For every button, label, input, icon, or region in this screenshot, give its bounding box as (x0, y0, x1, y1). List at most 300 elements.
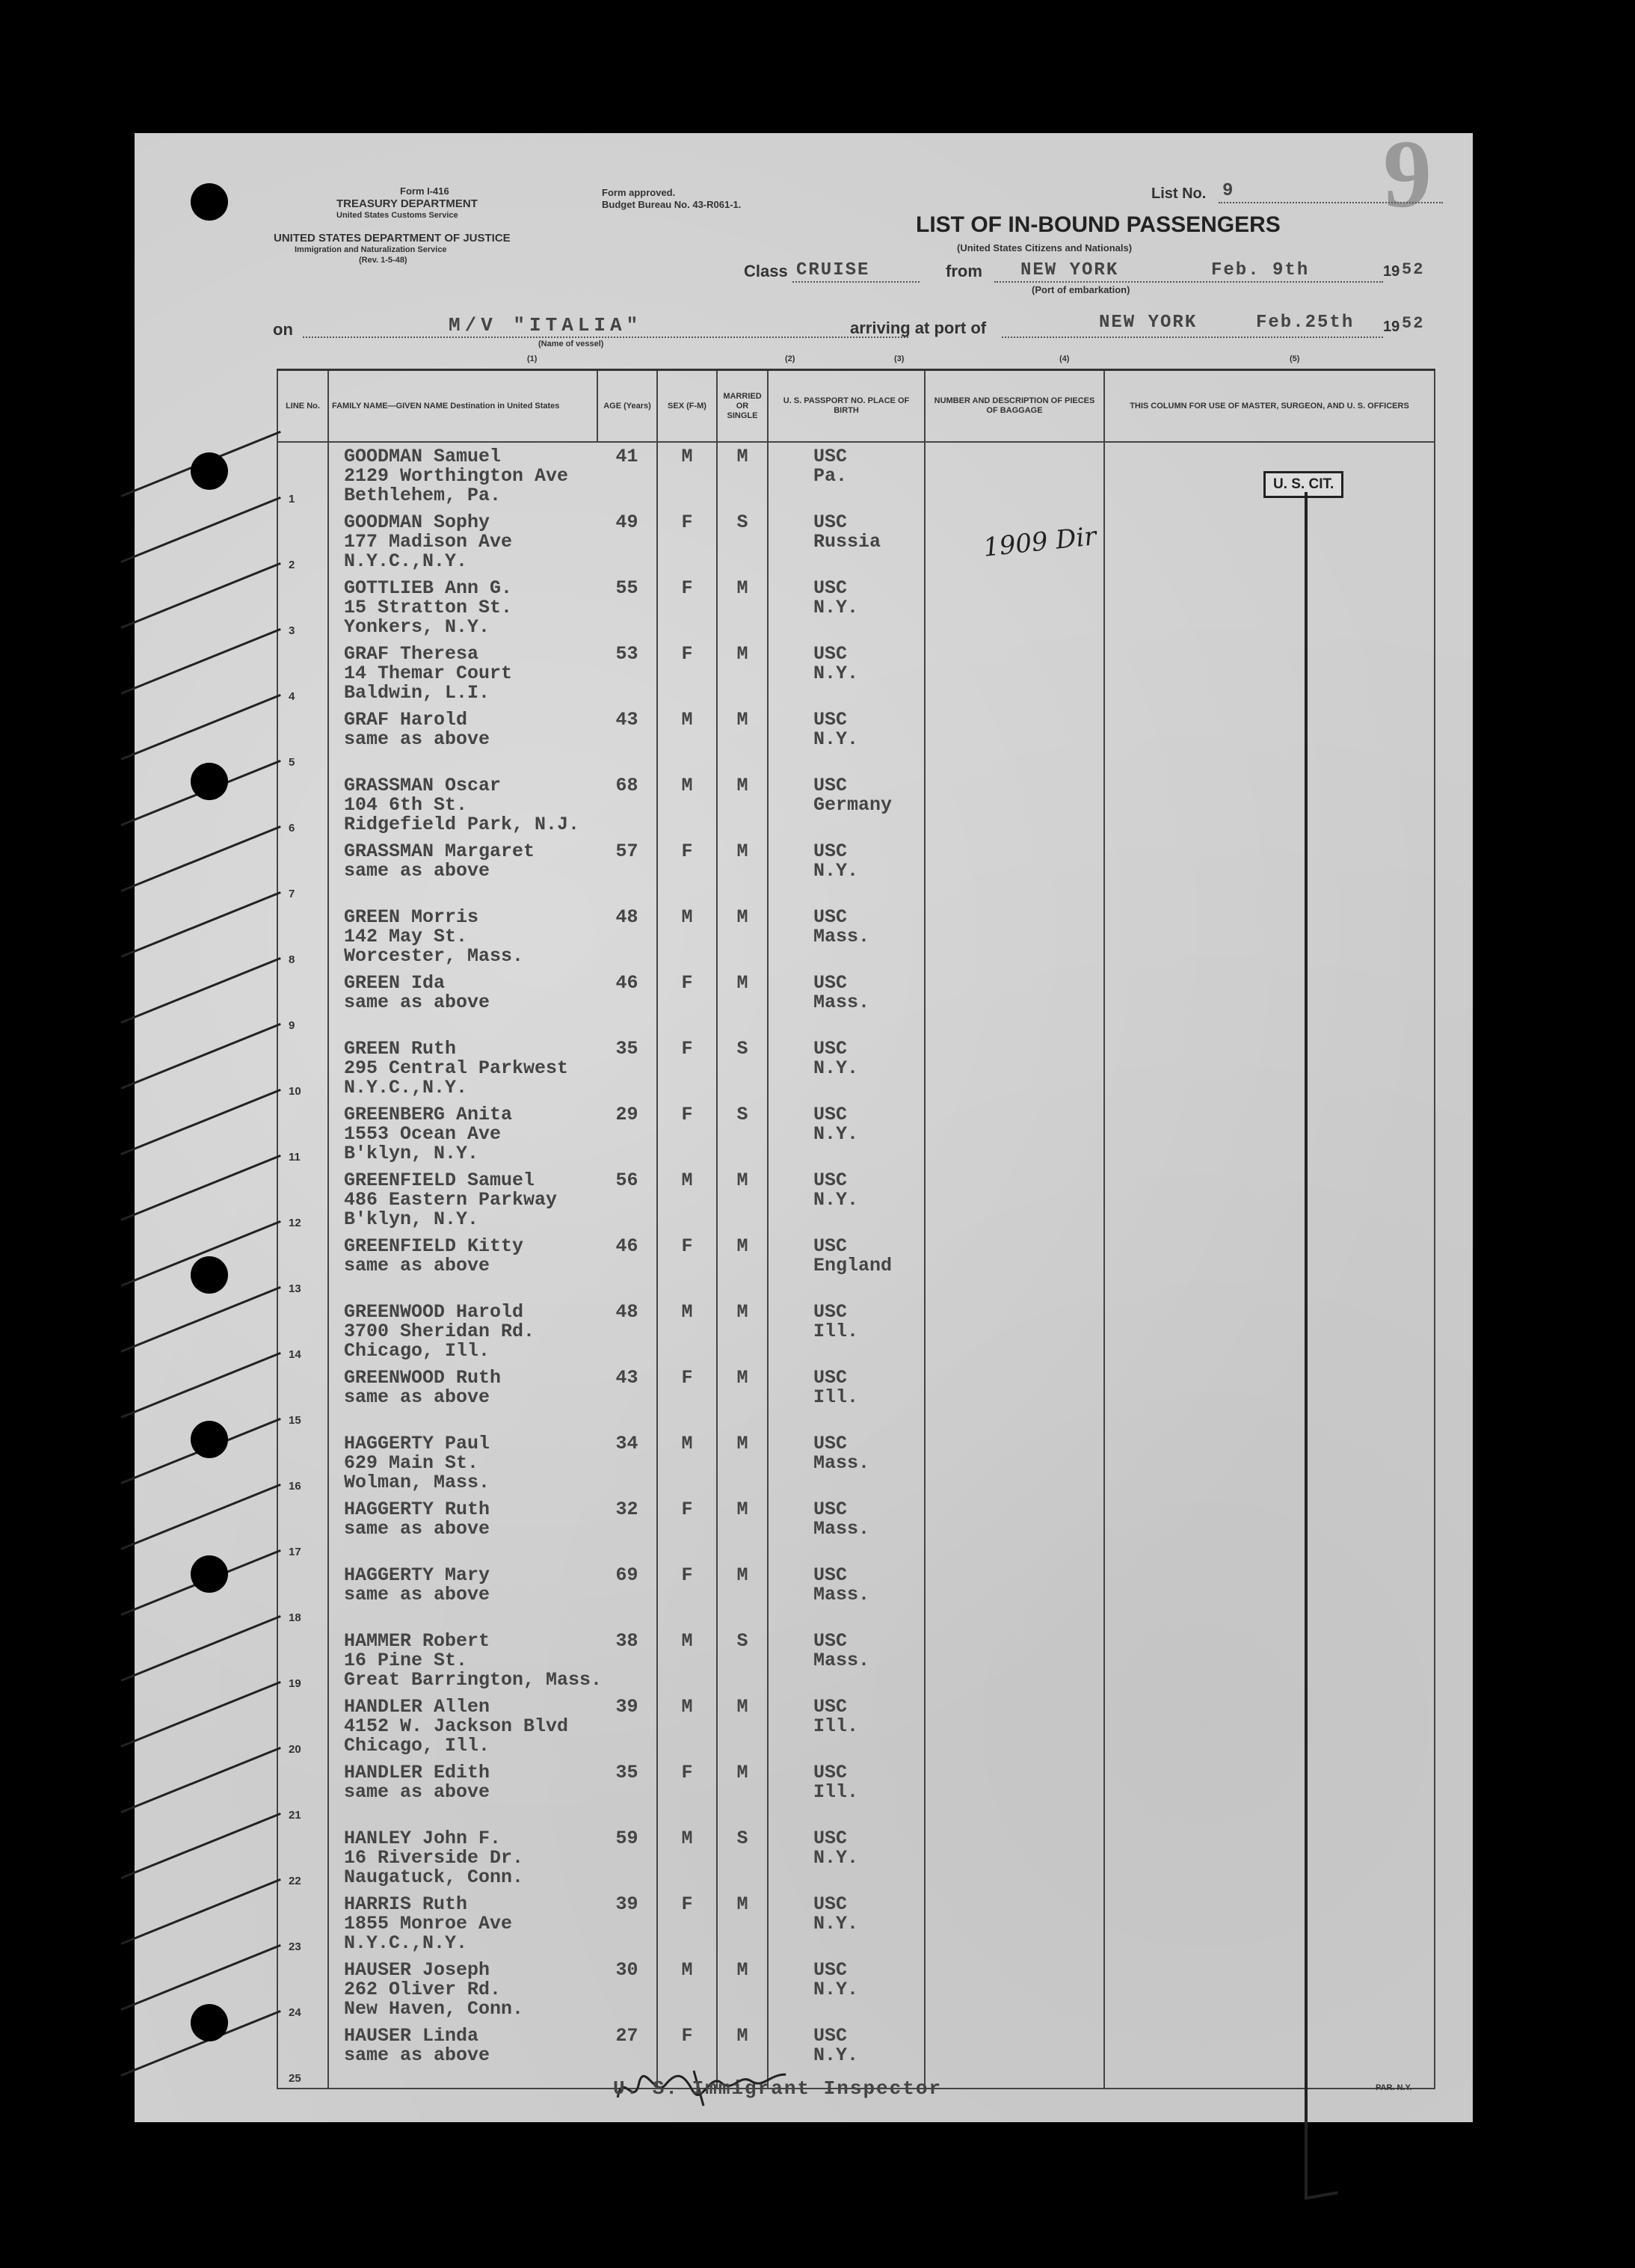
line-number: 13 (289, 1282, 301, 1295)
sex-cell (657, 969, 717, 1035)
passport-cell (768, 1693, 925, 1759)
table-row (277, 1101, 1435, 1167)
col-num-3: (3) (894, 354, 905, 363)
table-row (277, 442, 1435, 508)
name-cell (328, 838, 597, 903)
passenger-name: HAGGERTY Ruth (344, 1499, 490, 1520)
baggage-cell (925, 903, 1104, 969)
passenger-city: Wolman, Mass. (344, 1472, 490, 1493)
baggage-cell (925, 1232, 1104, 1298)
sex-cell (657, 574, 717, 640)
line-cell (277, 1561, 328, 1627)
passenger-marital: M (736, 643, 748, 665)
age-cell (597, 1890, 657, 1956)
passport-status: USC (813, 1301, 848, 1323)
passenger-city: same as above (344, 1386, 490, 1408)
passport-cell (768, 772, 925, 838)
marital-cell (717, 1825, 768, 1890)
from-year: 52 (1402, 260, 1425, 279)
line-number: 4 (289, 690, 295, 703)
line-number: 17 (289, 1546, 301, 1558)
corner-number: 9 (1383, 120, 1432, 228)
age-cell (597, 1825, 657, 1890)
table-row (277, 1627, 1435, 1693)
table-row (277, 508, 1435, 574)
arriving-label: arriving at port of (850, 319, 987, 337)
place-of-birth: Ill. (813, 1781, 859, 1803)
name-cell (328, 1627, 603, 1693)
passenger-age: 34 (615, 1433, 638, 1454)
place-of-birth: Ill. (813, 1321, 859, 1342)
place-of-birth: Mass. (813, 1584, 870, 1605)
name-cell (328, 1167, 597, 1232)
passenger-sex: M (681, 709, 693, 731)
passport-status: USC (813, 1433, 848, 1454)
baggage-cell (925, 1101, 1104, 1167)
place-of-birth: N.Y. (813, 1913, 859, 1934)
binder-hole (191, 2004, 228, 2041)
marital-cell (717, 969, 768, 1035)
line-cell (277, 1627, 328, 1693)
passenger-marital: M (736, 1433, 748, 1454)
passenger-sex: M (681, 446, 693, 467)
passenger-address: 16 Riverside Dr. (344, 1847, 524, 1869)
sex-cell (657, 508, 717, 574)
baggage-cell (925, 1035, 1104, 1101)
passenger-city: same as above (344, 860, 490, 882)
sex-cell (657, 706, 717, 772)
table-row (277, 969, 1435, 1035)
place-of-birth: Pa. (813, 465, 848, 487)
passenger-name: GREENBERG Anita (344, 1104, 513, 1125)
printer-mark: PAR. N.Y. (1376, 2083, 1412, 2092)
marital-cell (717, 508, 768, 574)
marital-cell (717, 1890, 768, 1956)
passenger-age: 39 (615, 1696, 638, 1718)
table-row (277, 772, 1435, 838)
passport-cell (768, 1364, 925, 1430)
officers-cell (1104, 1298, 1435, 1364)
name-cell (328, 772, 597, 838)
marital-cell (717, 1035, 768, 1101)
sex-cell (657, 1232, 717, 1298)
passport-status: USC (813, 1367, 848, 1389)
marital-cell (717, 1627, 768, 1693)
check-slash (120, 1023, 280, 1090)
ins-service: Immigration and Naturalization Service (295, 245, 447, 254)
passenger-marital: S (736, 1630, 748, 1652)
inspector-label: U. S. Immigrant Inspector (613, 2077, 943, 2100)
name-cell (328, 640, 597, 706)
baggage-cell (925, 838, 1104, 903)
age-cell (597, 640, 657, 706)
age-cell (597, 1167, 657, 1232)
passenger-name: GREENWOOD Ruth (344, 1367, 502, 1389)
sex-cell (657, 1759, 717, 1825)
table-row (277, 1693, 1435, 1759)
marital-cell (717, 1167, 768, 1232)
passenger-marital: M (736, 446, 748, 467)
name-cell (328, 1298, 597, 1364)
line-number: 24 (289, 2006, 301, 2019)
passenger-name: GRASSMAN Margaret (344, 840, 535, 862)
place-of-birth: N.Y. (813, 728, 859, 750)
passenger-city: Yonkers, N.Y. (344, 616, 490, 638)
officer-line-foot (1305, 2191, 1338, 2200)
marital-cell (717, 1430, 768, 1496)
col-age: AGE (Years) (597, 370, 657, 443)
sex-cell (657, 772, 717, 838)
passenger-sex: F (681, 1762, 693, 1783)
table-row (277, 1496, 1435, 1561)
passenger-age: 35 (615, 1038, 638, 1060)
name-cell (328, 1430, 597, 1496)
name-cell (328, 1101, 597, 1167)
line-cell (277, 1693, 328, 1759)
form-number: Form I-416 (400, 185, 449, 197)
place-of-birth: N.Y. (813, 2044, 859, 2066)
passenger-marital: M (736, 840, 748, 862)
passenger-sex: M (681, 1630, 693, 1652)
passenger-age: 49 (615, 511, 638, 533)
passport-status: USC (813, 446, 848, 467)
passenger-name: HANDLER Edith (344, 1762, 490, 1783)
marital-cell (717, 574, 768, 640)
name-cell (328, 1561, 597, 1627)
col-baggage: NUMBER AND DESCRIPTION OF PIECES OF BAGGAGE (925, 370, 1104, 443)
passenger-name: GREEN Morris (344, 906, 479, 928)
sex-cell (657, 1561, 717, 1627)
justice-dept: UNITED STATES DEPARTMENT OF JUSTICE (274, 232, 511, 245)
form-title: LIST OF IN-BOUND PASSENGERS (916, 212, 1281, 237)
table-row (277, 1430, 1435, 1496)
officers-cell (1104, 1232, 1435, 1298)
passenger-marital: S (736, 1828, 748, 1849)
name-cell (328, 903, 597, 969)
line-cell (277, 838, 328, 903)
passport-cell (768, 1232, 925, 1298)
passenger-sex: F (681, 577, 693, 599)
sex-cell (657, 1101, 717, 1167)
passport-status: USC (813, 511, 848, 533)
passport-cell (768, 969, 925, 1035)
col-num-4: (4) (1059, 354, 1070, 363)
age-cell (597, 1693, 657, 1759)
vessel-line (303, 336, 908, 338)
sex-cell (657, 1956, 717, 2022)
age-cell (597, 1627, 657, 1693)
passenger-sex: F (681, 1499, 693, 1520)
baggage-cell (925, 706, 1104, 772)
baggage-cell (925, 1430, 1104, 1496)
baggage-cell (925, 1364, 1104, 1430)
passenger-address: 177 Madison Ave (344, 531, 513, 553)
table-row (277, 1759, 1435, 1825)
place-of-birth: Germany (813, 794, 893, 816)
officers-cell (1104, 1561, 1435, 1627)
embark-caption: (Port of embarkation) (1032, 284, 1130, 295)
age-cell (597, 1035, 657, 1101)
passenger-sex: M (681, 775, 693, 796)
sex-cell (657, 1167, 717, 1232)
binder-hole (191, 1421, 228, 1458)
col-passport: U. S. PASSPORT NO. PLACE OF BIRTH (768, 370, 925, 443)
sex-cell (657, 1298, 717, 1364)
passenger-address: 486 Eastern Parkway (344, 1189, 558, 1211)
vessel-name: M/V "ITALIA" (449, 314, 643, 336)
sex-cell (657, 838, 717, 903)
passenger-marital: M (736, 1499, 748, 1520)
passenger-age: 27 (615, 2025, 638, 2047)
passenger-age: 57 (615, 840, 638, 862)
check-slash (120, 1155, 280, 1221)
name-cell (328, 969, 597, 1035)
age-cell (597, 1298, 657, 1364)
passenger-marital: M (736, 775, 748, 796)
table-row (277, 903, 1435, 969)
line-cell (277, 508, 328, 574)
passenger-address: 104 6th St. (344, 794, 468, 816)
officers-cell (1104, 1101, 1435, 1167)
baggage-cell (925, 1298, 1104, 1364)
sex-cell (657, 1693, 717, 1759)
passport-cell (768, 1298, 925, 1364)
line-cell (277, 1430, 328, 1496)
name-cell (328, 2022, 597, 2089)
marital-cell (717, 706, 768, 772)
binder-hole (191, 183, 228, 221)
age-cell (597, 1956, 657, 2022)
passenger-age: 68 (615, 775, 638, 796)
passport-cell (768, 1430, 925, 1496)
passport-status: USC (813, 1170, 848, 1191)
check-slash (120, 1352, 280, 1419)
col-married: MARRIED OR SINGLE (717, 370, 768, 443)
line-number: 21 (289, 1809, 301, 1822)
passenger-sex: F (681, 1038, 693, 1060)
passenger-city: Chicago, Ill. (344, 1340, 490, 1362)
passenger-address: 629 Main St. (344, 1452, 479, 1474)
table-row (277, 1561, 1435, 1627)
passenger-city: same as above (344, 1518, 490, 1540)
passenger-sex: F (681, 840, 693, 862)
check-slash (120, 891, 280, 958)
passenger-address: 15 Stratton St. (344, 597, 513, 618)
vessel-caption: (Name of vessel) (538, 339, 604, 348)
table-row (277, 1298, 1435, 1364)
place-of-birth: Mass. (813, 1518, 870, 1540)
customs-service: United States Customs Service (336, 211, 458, 220)
col-num-5: (5) (1290, 354, 1300, 363)
from-line (994, 281, 1383, 283)
list-number: 9 (1222, 181, 1235, 201)
passenger-marital: M (736, 1564, 748, 1586)
class-label: Class (744, 262, 788, 280)
line-cell (277, 903, 328, 969)
age-cell (597, 1232, 657, 1298)
check-slash (120, 1681, 280, 1748)
sex-cell (657, 1430, 717, 1496)
passenger-city: Great Barrington, Mass. (344, 1669, 603, 1691)
officers-cell (1104, 903, 1435, 969)
check-slash (120, 1944, 280, 2011)
passenger-age: 69 (615, 1564, 638, 1586)
passenger-age: 35 (615, 1762, 638, 1783)
officers-cell (1104, 508, 1435, 574)
check-slash (120, 628, 280, 695)
place-of-birth: Mass. (813, 926, 870, 947)
passenger-address: 16 Pine St. (344, 1650, 468, 1671)
place-of-birth: N.Y. (813, 1979, 859, 2000)
name-cell (328, 508, 597, 574)
passenger-address: 295 Central Parkwest (344, 1057, 569, 1079)
marital-cell (717, 1101, 768, 1167)
passenger-name: HANDLER Allen (344, 1696, 490, 1718)
passport-cell (768, 1890, 925, 1956)
officers-cell (1104, 1956, 1435, 2022)
passenger-name: HANLEY John F. (344, 1828, 502, 1849)
passenger-rows (277, 442, 1435, 2089)
passenger-age: 29 (615, 1104, 638, 1125)
name-cell (328, 442, 597, 508)
arrival-line (1002, 336, 1383, 338)
marital-cell (717, 1759, 768, 1825)
passenger-sex: M (681, 906, 693, 928)
form-revision: (Rev. 1-5-48) (359, 256, 407, 265)
passenger-marital: M (736, 1762, 748, 1783)
marital-cell (717, 1496, 768, 1561)
officers-cell (1104, 640, 1435, 706)
sex-cell (657, 1364, 717, 1430)
officers-cell (1104, 838, 1435, 903)
line-number: 25 (289, 2072, 301, 2085)
binder-hole (191, 763, 228, 800)
officers-cell (1104, 574, 1435, 640)
check-slash (120, 1286, 280, 1353)
line-cell (277, 640, 328, 706)
passenger-sex: F (681, 972, 693, 994)
col-sex: SEX (F-M) (657, 370, 717, 443)
officers-cell (1104, 1035, 1435, 1101)
passenger-address: 4152 W. Jackson Blvd (344, 1715, 569, 1737)
passenger-sex: M (681, 1433, 693, 1454)
check-slash (120, 1615, 280, 1682)
sex-cell (657, 1627, 717, 1693)
name-cell (328, 1825, 597, 1890)
passenger-address: 2129 Worthington Ave (344, 465, 569, 487)
passenger-age: 38 (615, 1630, 638, 1652)
col-line: LINE No. (277, 370, 328, 443)
marital-cell (717, 1956, 768, 2022)
passenger-marital: S (736, 511, 748, 533)
passenger-address: 3700 Sheridan Rd. (344, 1321, 535, 1342)
age-cell (597, 1496, 657, 1561)
passenger-age: 43 (615, 1367, 638, 1389)
passport-cell (768, 1627, 925, 1693)
sex-cell (657, 442, 717, 508)
passport-status: USC (813, 1104, 848, 1125)
budget-bureau: Budget Bureau No. 43-R061-1. (602, 199, 742, 210)
officers-cell (1104, 1627, 1435, 1693)
marital-cell (717, 838, 768, 903)
passenger-address: 1855 Monroe Ave (344, 1913, 513, 1934)
passenger-name: GREENWOOD Harold (344, 1301, 524, 1323)
officers-cell (1104, 1167, 1435, 1232)
from-date: Feb. 9th (1211, 260, 1310, 280)
check-slash (120, 694, 280, 760)
passenger-sex: F (681, 1367, 693, 1389)
baggage-cell (925, 574, 1104, 640)
passport-status: USC (813, 709, 848, 731)
check-slash (120, 1747, 280, 1813)
arrival-date: Feb.25th (1256, 313, 1355, 333)
passport-cell (768, 640, 925, 706)
passport-status: USC (813, 2025, 848, 2047)
line-cell (277, 1890, 328, 1956)
manifest-sheet (135, 120, 1473, 2122)
place-of-birth: N.Y. (813, 1123, 859, 1145)
baggage-cell (925, 969, 1104, 1035)
line-cell (277, 1825, 328, 1890)
line-cell (277, 969, 328, 1035)
arrival-year: 52 (1402, 314, 1425, 333)
place-of-birth: N.Y. (813, 1057, 859, 1079)
arrival-port: NEW YORK (1099, 313, 1198, 333)
place-of-birth: Mass. (813, 1452, 870, 1474)
place-of-birth: England (813, 1255, 893, 1276)
line-number: 14 (289, 1348, 301, 1361)
place-of-birth: N.Y. (813, 860, 859, 882)
age-cell (597, 574, 657, 640)
passenger-city: Naugatuck, Conn. (344, 1866, 524, 1888)
line-cell (277, 1298, 328, 1364)
passenger-name: GOTTLIEB Ann G. (344, 577, 513, 599)
line-number: 20 (289, 1743, 301, 1756)
line-cell (277, 2022, 328, 2089)
marital-cell (717, 1364, 768, 1430)
age-cell (597, 442, 657, 508)
line-cell (277, 1759, 328, 1825)
passenger-marital: S (736, 1038, 748, 1060)
treasury-dept: TREASURY DEPARTMENT (336, 197, 478, 210)
passport-status: USC (813, 577, 848, 599)
place-of-birth: N.Y. (813, 1847, 859, 1869)
passenger-sex: F (681, 2025, 693, 2047)
check-slash (120, 1878, 280, 1945)
check-slash (120, 1484, 280, 1550)
baggage-cell (925, 1167, 1104, 1232)
passenger-city: B'klyn, N.Y. (344, 1143, 479, 1164)
from-port: NEW YORK (1020, 260, 1119, 280)
class-value: CRUISE (796, 260, 870, 280)
check-slash (120, 957, 280, 1024)
passenger-sex: M (681, 1959, 693, 1981)
place-of-birth: Ill. (813, 1386, 859, 1408)
passenger-marital: M (736, 1235, 748, 1257)
passenger-name: GREEN Ida (344, 972, 446, 994)
passport-cell (768, 838, 925, 903)
line-number: 18 (289, 1611, 301, 1624)
place-of-birth: N.Y. (813, 1189, 859, 1211)
table-row (277, 574, 1435, 640)
passport-status: USC (813, 1893, 848, 1915)
form-approved: Form approved. (602, 187, 676, 198)
passport-cell (768, 1496, 925, 1561)
age-cell (597, 1759, 657, 1825)
officers-cell (1104, 772, 1435, 838)
line-cell (277, 1167, 328, 1232)
officers-cell (1104, 1364, 1435, 1430)
